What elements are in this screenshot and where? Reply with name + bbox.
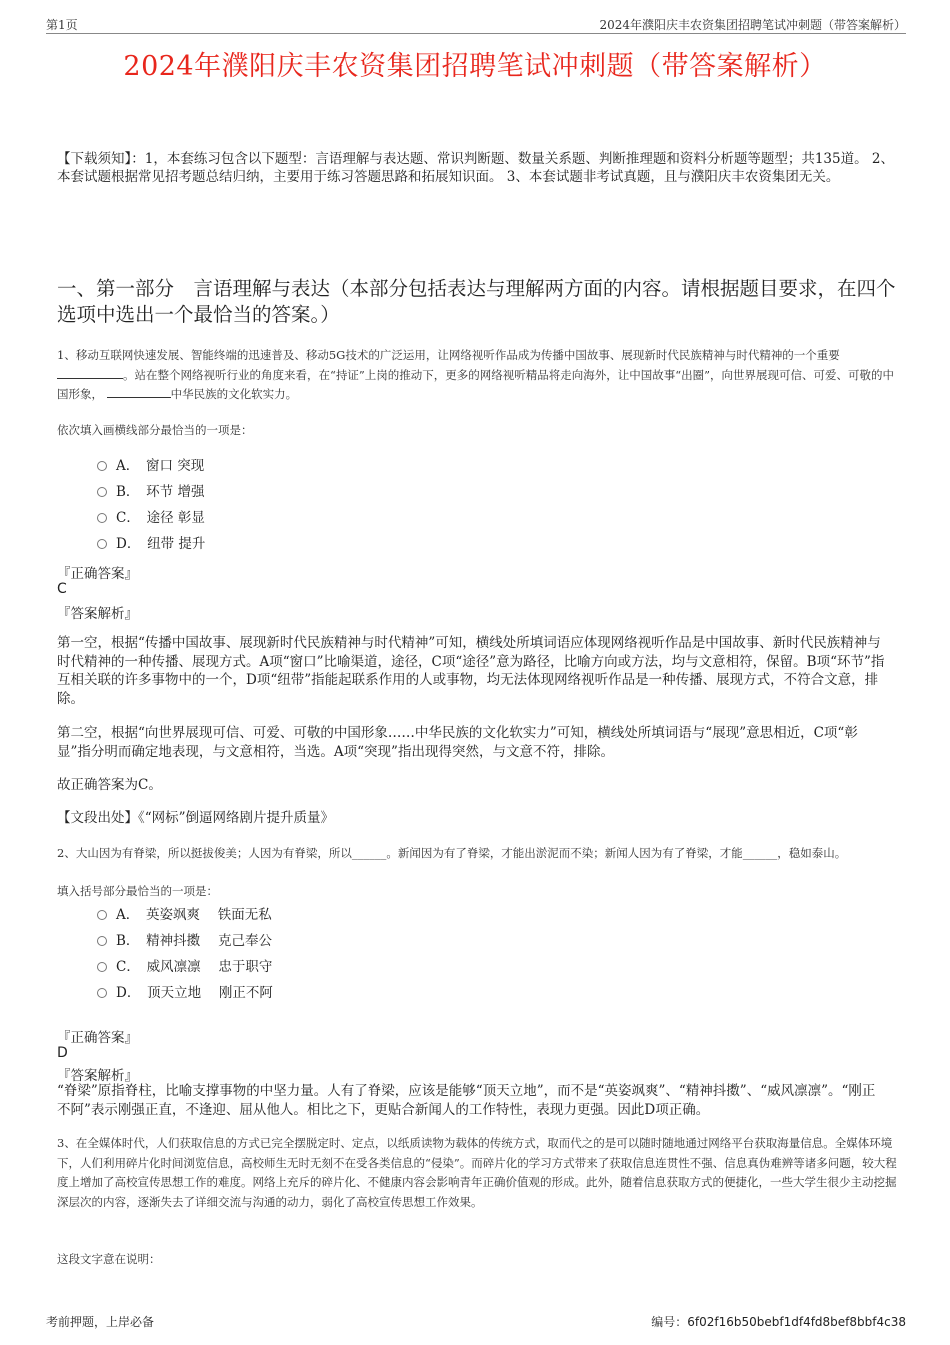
correct-answer-label: 『正确答案』 xyxy=(57,1030,138,1046)
option-label: A． 窗口 突现 xyxy=(116,458,205,474)
analysis-conclusion: 故正确答案为C。 xyxy=(57,777,162,793)
footer-code-value: 6f02f16b50bebf1df4fd8bef8bbf4c38 xyxy=(687,1315,906,1329)
analysis-paragraph-1: 第一空，根据“传播中国故事、展现新时代民族精神与时代精神”可知，横线处所填词语应体现网络视听作品是中国故事、新时代民族精神与时代精神的一种传播、展现方式。A项“窗口”比喻渠道，途径，C项“途径”意为路径，比喻方向或方法，均与文意相符，保留。B项“环节”指互相关联的许多事物中的一个，D项“纽带”指能起联系作用的人或事物，均无法体现网络视听作品是一种传播、展现方式，不符合文意，排除。 xyxy=(57,635,885,707)
page-title: 2024年濮阳庆丰农资集团招聘笔试冲刺题（带答案解析） xyxy=(123,51,827,82)
question-2-option-a[interactable] xyxy=(97,905,272,925)
footer-code-label: 编号： xyxy=(651,1315,688,1329)
radio-icon[interactable] xyxy=(97,539,107,549)
radio-icon[interactable] xyxy=(97,487,107,497)
option-label: B． 环节 增强 xyxy=(116,484,205,500)
correct-answer: C xyxy=(57,581,67,597)
analysis-paragraph-2: 第二空，根据“向世界展现可信、可爱、可敬的中国形象……中华民族的文化软实力”可知，横线处所填词语与“展现”意思相近，C项“彰显”指分明而确定地表现，与文意相符，当选。A项“突现”指出现得突然，与文意不符，排除。 xyxy=(57,725,858,760)
question-1-option-d[interactable] xyxy=(97,534,205,554)
header-divider xyxy=(46,33,906,34)
radio-icon[interactable] xyxy=(97,962,107,972)
option-label: A． 英姿飒爽 铁面无私 xyxy=(116,907,272,923)
option-label: D． 顶天立地 刚正不阿 xyxy=(116,985,273,1001)
page-number: 第1页 xyxy=(46,18,78,32)
question-3-text: 3、在全媒体时代，人们获取信息的方式已完全摆脱定时、定点，以纸质读物为载体的传统方式，取而代之的是可以随时随地通过网络平台获取海量信息。全媒体环境下，人们利用碎片化时间浏览信息，高校师生无时无刻不在受各类信息的“侵染”。而碎片化的学习方式带来了获取信息连贯性不强、信息真伪难辨等诸多问题，较大程度上增加了高校宣传思想工作的难度。网络上充斥的碎片化、不健康内容会影响青年正确价值观的形成。此外，随着信息获取方式的便捷化，一些大学生很少主动挖掘深层次的内容，逐渐失去了详细交流与沟通的动力，弱化了高校宣传思想工作效果。 xyxy=(57,1136,897,1209)
question-1-option-a[interactable] xyxy=(97,456,204,476)
answer-blank xyxy=(107,385,171,398)
radio-icon[interactable] xyxy=(97,988,107,998)
question-1-text-b: 。站在整个网络视听行业的角度来看，在“持证”上岗的推动下，更多的网络视听精品将走向海外，让中国故事“出圈”，向世界展现可信、可爱、可敬的中国形象， xyxy=(57,367,895,401)
question-1-prompt: 依次填入画横线部分最恰当的一项是： xyxy=(57,423,253,437)
question-2-text: 2、大山因为有脊梁，所以挺拔俊美；人因为有脊梁，所以______。新闻因为有了脊梁，才能出淤泥而不染；新闻人因为有了脊梁，才能______，稳如泰山。 xyxy=(57,846,847,860)
answer-blank xyxy=(57,366,123,379)
question-1-text xyxy=(57,346,902,405)
section-heading: 一、第一部分 言语理解与表达（本部分包括表达与理解两方面的内容。请根据题目要求，在四个选项中选出一个最恰当的答案。） xyxy=(57,277,896,326)
analysis-label: 『答案解析』 xyxy=(57,1068,138,1084)
correct-answer: D xyxy=(57,1045,68,1061)
question-1-text-c: 中华民族的文化软实力。 xyxy=(170,387,298,401)
correct-answer-label: 『正确答案』 xyxy=(57,566,138,582)
radio-icon[interactable] xyxy=(97,513,107,523)
footer-code xyxy=(651,1313,906,1330)
header-doc-title: 2024年濮阳庆丰农资集团招聘笔试冲刺题（带答案解析） xyxy=(599,18,906,32)
option-label: B． 精神抖擞 克己奉公 xyxy=(116,933,272,949)
footer-slogan: 考前押题，上岸必备 xyxy=(46,1315,155,1329)
question-2-prompt: 填入括号部分最恰当的一项是： xyxy=(57,884,218,898)
radio-icon[interactable] xyxy=(97,910,107,920)
option-label: C． 威风凛凛 忠于职守 xyxy=(116,959,273,975)
download-notice: 【下载须知】：1，本套练习包含以下题型：言语理解与表达题、常识判断题、数量关系题、判断推理题和资料分析题等题型；共135道。 2、本套试题根据常见招考题总结归纳，主要用于练习答题思路和拓展知识面。 3、本套试题非考试真题，且与濮阳庆丰农资集团无关。 xyxy=(57,151,894,185)
text-source: 【文段出处】《“网标”倒逼网络剧片提升质量》 xyxy=(57,810,335,826)
question-1-text-a: 1、移动互联网快速发展、智能终端的迅速普及、移动5G技术的广泛运用，让网络视听作品成为传播中国故事、展现新时代民族精神与时代精神的一个重要 xyxy=(57,348,840,362)
question-2-option-c[interactable] xyxy=(97,957,272,977)
question-2-option-d[interactable] xyxy=(97,983,273,1003)
option-label: D． 纽带 提升 xyxy=(116,536,206,552)
question-2-option-b[interactable] xyxy=(97,931,272,951)
radio-icon[interactable] xyxy=(97,461,107,471)
question-1-option-b[interactable] xyxy=(97,482,204,502)
analysis-label: 『答案解析』 xyxy=(57,606,138,622)
analysis-paragraph: “脊梁”原指脊柱，比喻支撑事物的中坚力量。人有了脊梁，应该是能够“顶天立地”，而不是“英姿飒爽”、“精神抖擞”、“威风凛凛”。“刚正不阿”表示刚强正直，不逢迎、屈从他人。相比之下，更贴合新闻人的工作特性，表现力更强。因此D项正确。 xyxy=(57,1083,876,1118)
option-label: C． 途径 彰显 xyxy=(116,510,205,526)
question-3-prompt: 这段文字意在说明： xyxy=(57,1252,161,1266)
question-1-option-c[interactable] xyxy=(97,508,205,528)
radio-icon[interactable] xyxy=(97,936,107,946)
